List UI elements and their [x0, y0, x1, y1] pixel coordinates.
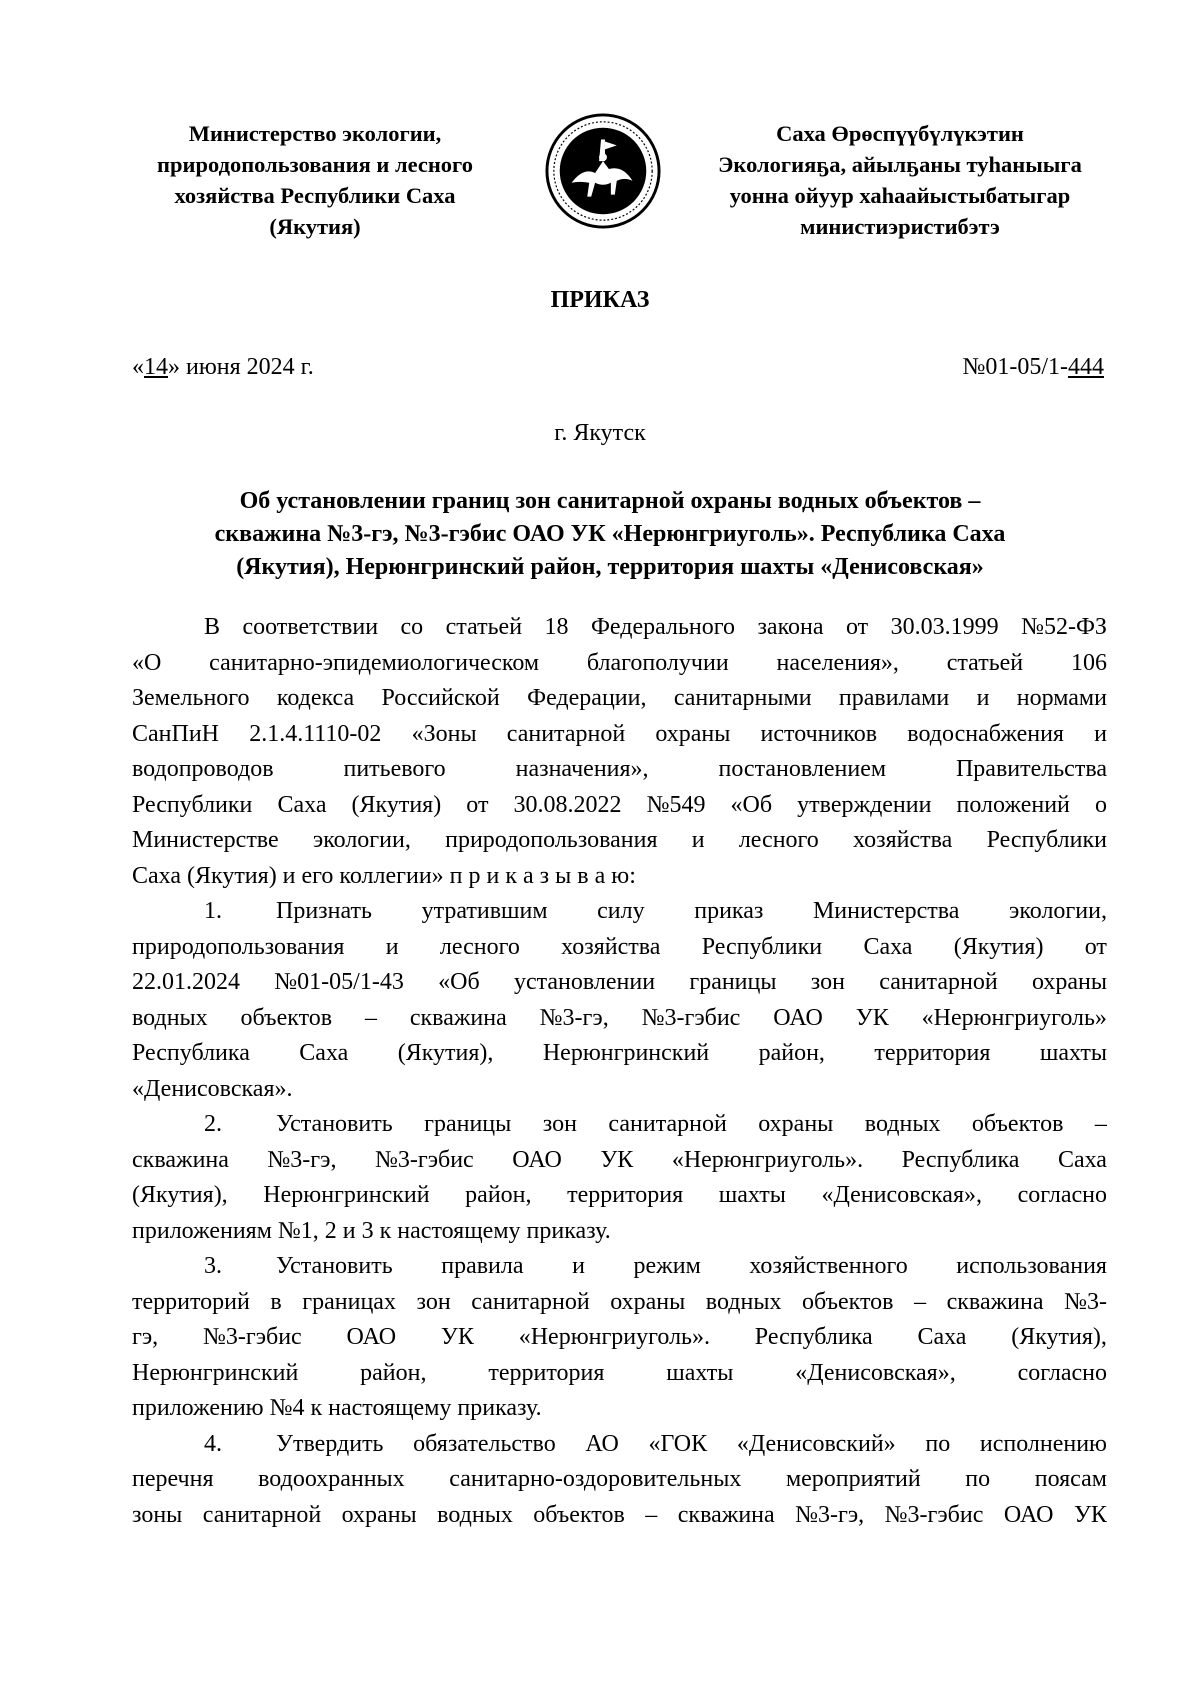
word: охраны: [341, 1501, 417, 1528]
word: Нерюнгринский: [132, 1359, 299, 1386]
word: Саха: [863, 933, 913, 960]
item-first-words: [276, 894, 1107, 930]
word: №01-05/1-43: [274, 969, 404, 995]
item-line: [132, 1036, 1107, 1072]
word: правила: [441, 1253, 524, 1279]
word: территорий: [132, 1288, 250, 1315]
word: «Денисовская»,: [821, 1182, 982, 1208]
line-text: «Денисовская».: [132, 1075, 293, 1102]
word: СанПиН: [132, 720, 220, 747]
item-number: 3.: [204, 1253, 222, 1279]
word: УК: [1073, 1501, 1107, 1528]
word: территория: [567, 1182, 684, 1208]
word: и: [1094, 720, 1107, 747]
word: лесного: [738, 827, 819, 853]
order-number: [962, 354, 1104, 381]
word: «Денисовская»,: [795, 1359, 956, 1386]
word: (Якутия),: [132, 1182, 228, 1208]
word: «О: [132, 649, 162, 676]
word: АО: [585, 1430, 619, 1457]
word: и: [572, 1253, 585, 1279]
word: утратившим: [421, 898, 548, 924]
word: хозяйства: [561, 933, 661, 960]
word: объектов: [240, 1004, 333, 1031]
word: постановлением: [718, 756, 887, 782]
word: Республика: [132, 1040, 250, 1066]
subject-line: скважина №3-гэ, №3-гэбис ОАО УК «Нерюнгриуголь». Республика Саха: [214, 521, 1006, 547]
word: и: [691, 827, 705, 853]
word: санитарной: [471, 1288, 590, 1315]
word: санитарной: [608, 1111, 727, 1137]
preamble-line: [132, 610, 1107, 646]
word: согласно: [1017, 1359, 1107, 1386]
word: статьей: [445, 614, 523, 640]
header-left-line: хозяйства Республики Саха: [174, 183, 456, 208]
order-date: [132, 354, 314, 381]
word: Установить: [276, 1253, 393, 1279]
word: соответствии: [242, 614, 379, 640]
word: водоснабжения: [907, 720, 1064, 747]
item-last-line: [132, 1391, 1107, 1427]
word: установлении: [513, 969, 656, 995]
word: Республики: [986, 827, 1107, 853]
word: водных: [437, 1501, 513, 1528]
word: назначения»,: [515, 756, 649, 782]
word: «Об: [438, 969, 480, 995]
item-line: [132, 1143, 1107, 1179]
word: мероприятий: [785, 1466, 921, 1492]
word: экологии,: [1009, 898, 1107, 924]
item-line: [132, 1462, 1107, 1498]
word: правилами: [838, 685, 950, 711]
word: –: [914, 1288, 927, 1315]
word: приказ: [694, 898, 764, 924]
word: –: [645, 1501, 658, 1528]
word: кодекса: [276, 685, 355, 711]
word: «Об: [730, 791, 773, 818]
word: №3-гэбис: [641, 1004, 741, 1031]
item-number: 1.: [204, 898, 222, 924]
word: УК: [600, 1146, 634, 1173]
ministry-name-yakut: [700, 118, 1100, 242]
word: ОАО: [773, 1004, 823, 1031]
word: охраны: [610, 1288, 686, 1315]
word: скважина: [409, 1004, 507, 1031]
word: природопользования: [132, 933, 345, 960]
word: нормами: [1016, 685, 1107, 711]
word: статьей: [946, 649, 1024, 676]
word: от: [466, 791, 489, 818]
word: поясам: [1034, 1466, 1107, 1492]
word: шахты: [718, 1182, 786, 1208]
city: г. Якутск: [554, 420, 646, 446]
item-number: 4.: [204, 1430, 222, 1457]
word: (Якутия): [953, 933, 1044, 960]
header-right-line: министиэристибэтэ: [800, 214, 1000, 239]
word: №3-: [1064, 1288, 1107, 1315]
word: 2.1.4.1110-02: [249, 720, 382, 747]
word: Земельного: [132, 685, 250, 711]
word: по: [925, 1430, 951, 1457]
word: Утвердить: [276, 1430, 384, 1457]
word: шахты: [666, 1359, 734, 1386]
item-first-line: [132, 1249, 1107, 1285]
item-line: [132, 1498, 1107, 1534]
word: Саха: [277, 791, 327, 818]
word: благополучии: [586, 649, 729, 676]
number-prefix: №01-05/1-: [962, 354, 1068, 380]
word: объектов: [971, 1111, 1064, 1137]
item-first-line: [132, 894, 1107, 930]
word: район,: [465, 1182, 532, 1208]
ministry-name-russian: [120, 118, 510, 242]
word: исполнению: [979, 1430, 1107, 1457]
word: источников: [760, 720, 878, 747]
word: обязательство: [413, 1430, 556, 1457]
word: Республика: [754, 1324, 873, 1350]
word: объектов: [801, 1288, 894, 1315]
word: Признать: [276, 898, 372, 924]
word: скважина: [677, 1501, 775, 1528]
word: Министерства: [812, 898, 960, 924]
word: Министерстве: [132, 827, 279, 853]
item-line: [132, 1356, 1107, 1392]
word: природопользования: [445, 827, 658, 853]
word: санитарными: [673, 685, 812, 711]
word: зон: [810, 969, 845, 995]
word: охраны: [655, 720, 731, 747]
preamble-line: [132, 717, 1107, 753]
word: водопроводов: [132, 756, 274, 782]
word: №549: [646, 791, 706, 818]
word: экологии,: [312, 827, 411, 853]
word: и: [385, 933, 399, 960]
word: №3-гэ,: [795, 1501, 865, 1528]
word: «ГОК: [648, 1430, 708, 1457]
order-body: [132, 610, 1107, 1533]
line-text: приложениям №1, 2 и 3 к настоящему приказу.: [132, 1217, 611, 1244]
preamble-line: [132, 752, 1107, 788]
word: Нерюнгринский: [263, 1182, 430, 1208]
preamble-line: [132, 823, 1107, 859]
word: Федерации,: [527, 685, 647, 711]
word: ОАО: [512, 1146, 562, 1173]
word: «Нерюнгриуголь».: [518, 1324, 710, 1350]
word: 30.03.1999: [890, 614, 999, 640]
word: шахты: [1039, 1040, 1107, 1066]
word: ОАО: [1003, 1501, 1054, 1528]
header-left-line: (Якутия): [269, 214, 361, 239]
word: (Якутия),: [397, 1040, 494, 1066]
word: использования: [956, 1253, 1107, 1279]
word: «Нерюнгриуголь»: [921, 1004, 1107, 1031]
preamble-line: [132, 646, 1107, 682]
word: границы: [689, 969, 777, 995]
word: Правительства: [955, 756, 1107, 782]
word: «Зоны: [411, 720, 477, 747]
number-suffix: 444: [1068, 354, 1104, 380]
preamble-line: [132, 788, 1107, 824]
item-first-words: [276, 1107, 1107, 1143]
line-text: Саха (Якутия) и его коллегии» п р и к а з ы в а ю:: [132, 862, 636, 889]
item-line: [132, 1001, 1107, 1037]
item-last-line: [132, 1072, 1107, 1108]
document-title: ПРИКАЗ: [550, 287, 650, 313]
word: охраны: [758, 1111, 834, 1137]
word: «Нерюнгриуголь».: [671, 1146, 864, 1173]
coat-of-arms-sakha-icon: [544, 112, 662, 230]
word: со: [400, 614, 424, 640]
word: перечня: [132, 1466, 214, 1492]
item-number: 2.: [204, 1111, 222, 1137]
word: территория: [488, 1359, 605, 1386]
date-day: 14: [144, 354, 168, 380]
date-prefix: «: [132, 354, 144, 380]
word: от: [845, 614, 869, 640]
word: Саха: [299, 1040, 349, 1066]
preamble-line: [132, 859, 1107, 895]
item-first-line: [132, 1107, 1107, 1143]
word: питьевого: [343, 756, 446, 782]
word: 18: [544, 614, 569, 640]
word: Саха: [917, 1324, 967, 1350]
word: закона: [757, 614, 824, 640]
word: 106: [1070, 649, 1107, 676]
word: гэ,: [132, 1324, 159, 1350]
word: Саха: [1057, 1146, 1107, 1173]
word: №3-гэбис: [202, 1324, 302, 1350]
word: (Якутия),: [1011, 1324, 1107, 1350]
word: 30.08.2022: [513, 791, 622, 818]
header-right-line: Экологияҕа, айылҕаны туһаныыга: [718, 152, 1082, 177]
word: о: [1094, 791, 1107, 818]
word: водоохранных: [258, 1466, 405, 1492]
word: –: [364, 1004, 377, 1031]
word: утверждении: [797, 791, 932, 818]
item-last-line: [132, 1214, 1107, 1250]
word: «Денисовский»: [736, 1430, 896, 1457]
word: 22.01.2024: [132, 969, 240, 995]
word: район,: [758, 1040, 825, 1066]
word: №52-ФЗ: [1021, 614, 1107, 640]
word: Республики: [701, 933, 823, 960]
word: В: [204, 614, 221, 640]
word: –: [1094, 1111, 1107, 1137]
preamble-line: [132, 681, 1107, 717]
word: скважина: [132, 1146, 229, 1173]
word: территория: [874, 1040, 991, 1066]
header-right-line: Саха Өрөспүүбүлүкэтин: [776, 121, 1024, 146]
word: водных: [705, 1288, 782, 1315]
word: Республики: [132, 791, 253, 818]
word: зоны: [132, 1501, 183, 1528]
word: от: [1084, 933, 1107, 960]
line-text: приложению №4 к настоящему приказу.: [132, 1395, 542, 1421]
word: санитарно-оздоровительных: [449, 1466, 742, 1492]
word: №3-гэбис: [884, 1501, 984, 1528]
item-first-words: [276, 1427, 1107, 1463]
word: и: [976, 685, 990, 711]
header-left-line: Министерство экологии,: [188, 121, 442, 146]
word: УК: [440, 1324, 474, 1350]
word: охраны: [1031, 969, 1107, 995]
word: санитарной: [506, 720, 626, 747]
word: №3-гэ,: [539, 1004, 609, 1031]
word: санитарной: [879, 969, 998, 995]
header-right-line: уонна ойуур хаһаайыстыбатыгар: [729, 183, 1071, 208]
word: №3-гэбис: [374, 1146, 474, 1173]
word: водных: [132, 1004, 208, 1031]
word: лесного: [439, 933, 520, 960]
word: объектов: [533, 1501, 625, 1528]
word: №3-гэ,: [267, 1146, 337, 1173]
item-first-line: [132, 1427, 1107, 1463]
word: согласно: [1017, 1182, 1107, 1208]
word: границах: [302, 1288, 396, 1315]
word: по: [965, 1466, 991, 1492]
item-line: [132, 1320, 1107, 1356]
word: Нерюнгринский: [542, 1040, 710, 1066]
word: водных: [864, 1111, 941, 1137]
word: Российской: [381, 685, 500, 711]
word: в: [270, 1288, 282, 1315]
item-line: [132, 930, 1107, 966]
word: населения»,: [776, 649, 899, 676]
word: Республика: [901, 1146, 1020, 1173]
word: зон: [416, 1288, 451, 1315]
item-first-words: [276, 1249, 1107, 1285]
subject-line: Об установлении границ зон санитарной охраны водных объектов –: [239, 488, 981, 514]
item-line: [132, 965, 1107, 1001]
word: Установить: [276, 1111, 393, 1137]
word: район,: [360, 1359, 427, 1386]
word: ОАО: [346, 1324, 397, 1350]
word: силу: [597, 898, 645, 924]
word: режим: [633, 1253, 701, 1279]
word: Федерального: [590, 614, 735, 640]
order-subject: [140, 485, 1080, 584]
word: санитарно-эпидемиологическом: [209, 649, 540, 676]
date-rest: » июня 2024 г.: [168, 354, 314, 380]
subject-line: (Якутия), Нерюнгринский район, территория шахты «Денисовская»: [236, 554, 984, 580]
item-line: [132, 1178, 1107, 1214]
item-line: [132, 1285, 1107, 1321]
word: хозяйственного: [749, 1253, 908, 1279]
word: хозяйства: [853, 827, 953, 853]
header-left-line: природопользования и лесного: [157, 152, 473, 177]
word: УК: [855, 1004, 889, 1031]
word: санитарной: [202, 1501, 322, 1528]
word: границы: [424, 1111, 512, 1137]
word: скважина: [946, 1288, 1044, 1315]
word: (Якутия): [351, 791, 442, 818]
word: положений: [956, 791, 1070, 818]
word: зон: [542, 1111, 577, 1137]
